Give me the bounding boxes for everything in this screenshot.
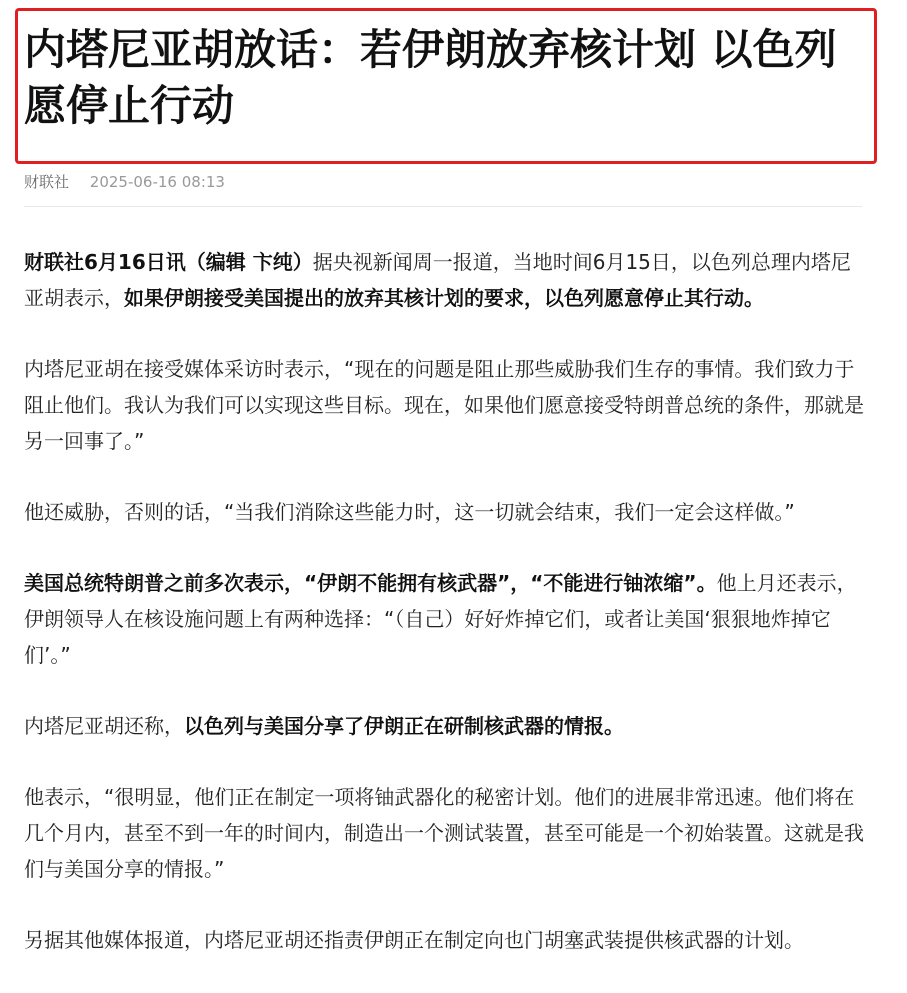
paragraph-1-bold-lead: 财联社6月16日讯（编辑 卞纯） [24,250,313,274]
article-headline: 内塔尼亚胡放话：若伊朗放弃核计划 以色列愿停止行动 [24,25,837,130]
meta-divider [24,206,862,207]
article-body [24,244,866,993]
paragraph-3-text: 他还威胁，否则的话，“当我们消除这些能力时，这一切就会结束，我们一定会这样做。” [24,500,795,524]
paragraph-1-bold-tail: 如果伊朗接受美国提出的放弃其核计划的要求，以色列愿意停止其行动。 [124,286,764,310]
paragraph-6 [24,779,866,887]
paragraph-1-text: 据央视新闻周一报道，当地时间6月15日，以色列总理内塔尼亚胡表示， [24,250,851,310]
paragraph-1 [24,244,866,316]
paragraph-6-text: 他表示，“很明显，他们正在制定一项将铀武器化的秘密计划。他们的进展非常迅速。他们将在几个月内，甚至不到一年的时间内，制造出一个测试装置，甚至可能是一个初始装置。这就是我们与美国分享的情报。” [24,785,864,881]
paragraph-7-text: 另据其他媒体报道，内塔尼亚胡还指责伊朗正在制定向也门胡塞武装提供核武器的计划。 [24,928,804,952]
paragraph-7 [24,922,866,958]
paragraph-5-bold-tail: 以色列与美国分享了伊朗正在研制核武器的情报。 [184,714,624,738]
article-meta [24,172,225,192]
paragraph-5-text: 内塔尼亚胡还称， [24,714,184,738]
paragraph-4-bold-lead: 美国总统特朗普之前多次表示，“伊朗不能拥有核武器”，“不能进行铀浓缩”。 [24,571,717,595]
paragraph-3 [24,494,866,530]
paragraph-4 [24,565,866,673]
article-source[interactable]: 财联社 [24,173,70,191]
paragraph-2-text: 内塔尼亚胡在接受媒体采访时表示，“现在的问题是阻止那些威胁我们生存的事情。我们致力于阻止他们。我认为我们可以实现这些目标。现在，如果他们愿意接受特朗普总统的条件，那就是另一回事了。” [24,357,864,453]
article-timestamp: 2025-06-16 08:13 [89,173,225,191]
paragraph-4-text: 他上月还表示，伊朗领导人在核设施问题上有两种选择：“（自己）好好炸掉它们，或者让美国‘狠狠地炸掉它们’。” [24,571,857,667]
paragraph-5 [24,708,866,744]
paragraph-2 [24,351,866,459]
